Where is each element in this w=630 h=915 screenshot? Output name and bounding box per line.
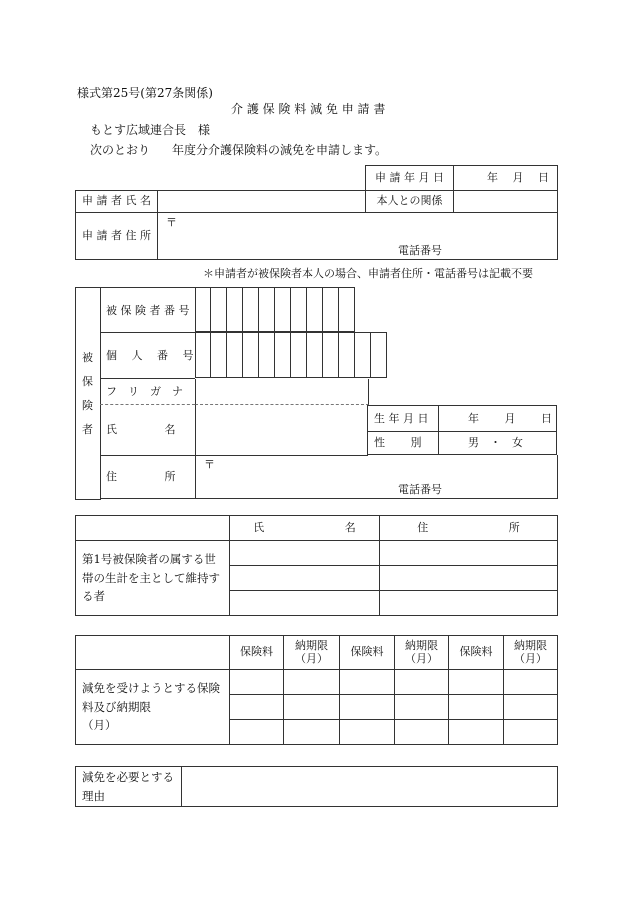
addressee: もとす広域連合長 様 [90,123,211,137]
due-month-header: 納期限 （月） [284,636,340,670]
digit-box[interactable] [259,332,275,378]
gender-label: 性 別 [374,436,422,449]
gender-field[interactable] [438,430,557,455]
digit-box[interactable] [227,332,243,378]
digit-box[interactable] [339,287,355,332]
digit-box[interactable] [259,287,275,332]
premium-field[interactable] [340,670,395,695]
birth-field[interactable] [438,405,557,432]
applicant-name-label: 申 請 者 氏 名 [76,191,158,213]
digit-box[interactable] [371,332,387,378]
document-title: 介 護 保 険 料 減 免 申 請 書 [231,102,386,116]
household-address-field[interactable] [380,541,558,566]
due-month-field[interactable] [284,670,340,695]
reason-table [75,766,558,807]
digit-box[interactable] [211,287,227,332]
household-address-field[interactable] [380,566,558,591]
postal-mark: 〒 [166,216,177,229]
insured-phone-label: 電話番号 [398,483,442,496]
household-row-label: 第1号被保険者の属する世帯の生計を主として維持する者 [76,541,230,616]
gender-label-cell [367,430,439,455]
applicant-phone-label: 電話番号 [398,244,442,257]
digit-box[interactable] [355,332,371,378]
digit-box[interactable] [227,287,243,332]
digit-box[interactable] [211,332,227,378]
personal-number-label: 個 人 番 号 [106,349,194,362]
due-month-field[interactable] [395,670,449,695]
household-name-field[interactable] [230,541,380,566]
applicant-address-field[interactable] [158,213,558,260]
premium-field[interactable] [449,695,504,720]
reason-label: 減免を必要とする理由 [76,767,182,807]
household-table [75,515,558,616]
due-month-field[interactable] [395,695,449,720]
due-month-header: 納期限 （月） [504,636,558,670]
applicant-note: ＊申請者が被保険者本人の場合、申請者住所・電話番号は記載不要 [203,267,533,280]
digit-box[interactable] [275,287,291,332]
birth-label: 生 年 月 日 [374,412,429,425]
insured-address-label-cell [100,455,195,499]
insured-side-column [75,287,101,500]
premium-row-label: 減免を受けようとする保険料及び納期限 （月） [76,670,230,745]
household-col-address: 住 所 [380,516,558,541]
premium-field[interactable] [340,720,395,745]
digit-box[interactable] [195,332,211,378]
insured-address-field[interactable] [195,455,558,499]
insured-side-char: 保 [82,375,93,388]
reason-field[interactable] [182,767,558,807]
digit-box[interactable] [243,287,259,332]
digit-box[interactable] [291,332,307,378]
premium-field[interactable] [449,720,504,745]
gender-value: 男 ・ 女 [468,436,523,449]
digit-box[interactable] [307,332,323,378]
premium-field[interactable] [230,695,284,720]
digit-box[interactable] [243,332,259,378]
birth-value: 年 月 日 [468,412,552,425]
household-name-field[interactable] [230,591,380,616]
premium-header: 保険料 [449,636,504,670]
furigana-label-cell [100,379,195,405]
postal-mark: 〒 [204,458,215,471]
relation-label: 本人との関係 [366,191,454,213]
application-date-field[interactable]: 年 月 日 [454,166,558,191]
due-month-field[interactable] [284,720,340,745]
household-col-name: 氏 名 [230,516,380,541]
due-month-field[interactable] [504,695,558,720]
premium-field[interactable] [230,720,284,745]
premium-field[interactable] [230,670,284,695]
insured-side-char: 者 [82,423,93,436]
applicant-name-field[interactable] [158,191,366,213]
due-month-header: 納期限 （月） [395,636,449,670]
insured-number-label: 被 保 険 者 番 号 [106,304,190,317]
due-month-field[interactable] [395,720,449,745]
relation-field[interactable] [454,191,558,213]
insured-name-label-cell [100,405,195,456]
intro-prefix: 次のとおり [90,143,151,157]
application-date-label: 申 請 年 月 日 [366,166,454,191]
digit-box[interactable] [275,332,291,378]
form-number: 様式第25号(第27条関係) [77,86,213,100]
insured-section [75,287,557,500]
insured-number-label-cell [100,287,195,333]
insured-address-label: 住 所 [106,470,176,483]
furigana-field[interactable] [195,379,369,405]
digit-box[interactable] [195,287,211,332]
household-address-field[interactable] [380,591,558,616]
intro-suffix: 年度分介護保険料の減免を申請します。 [172,143,388,157]
due-month-field[interactable] [504,670,558,695]
insured-name-field[interactable] [195,405,368,456]
birth-label-cell [367,405,439,432]
premium-field[interactable] [340,695,395,720]
furigana-label: フ リ ガ ナ [106,385,183,398]
insured-side-char: 被 [82,351,93,364]
premium-header: 保険料 [340,636,395,670]
digit-box[interactable] [307,287,323,332]
household-name-field[interactable] [230,566,380,591]
digit-box[interactable] [291,287,307,332]
digit-box[interactable] [323,287,339,332]
applicant-table [75,165,558,260]
applicant-address-label: 申 請 者 住 所 [76,213,158,260]
digit-box[interactable] [339,332,355,378]
personal-number-label-cell [100,332,195,379]
due-month-field[interactable] [504,720,558,745]
premium-field[interactable] [449,670,504,695]
insured-name-label: 氏 名 [106,423,176,436]
premium-table [75,635,558,745]
premium-header: 保険料 [230,636,284,670]
insured-side-char: 険 [82,399,93,412]
digit-box[interactable] [323,332,339,378]
due-month-field[interactable] [284,695,340,720]
